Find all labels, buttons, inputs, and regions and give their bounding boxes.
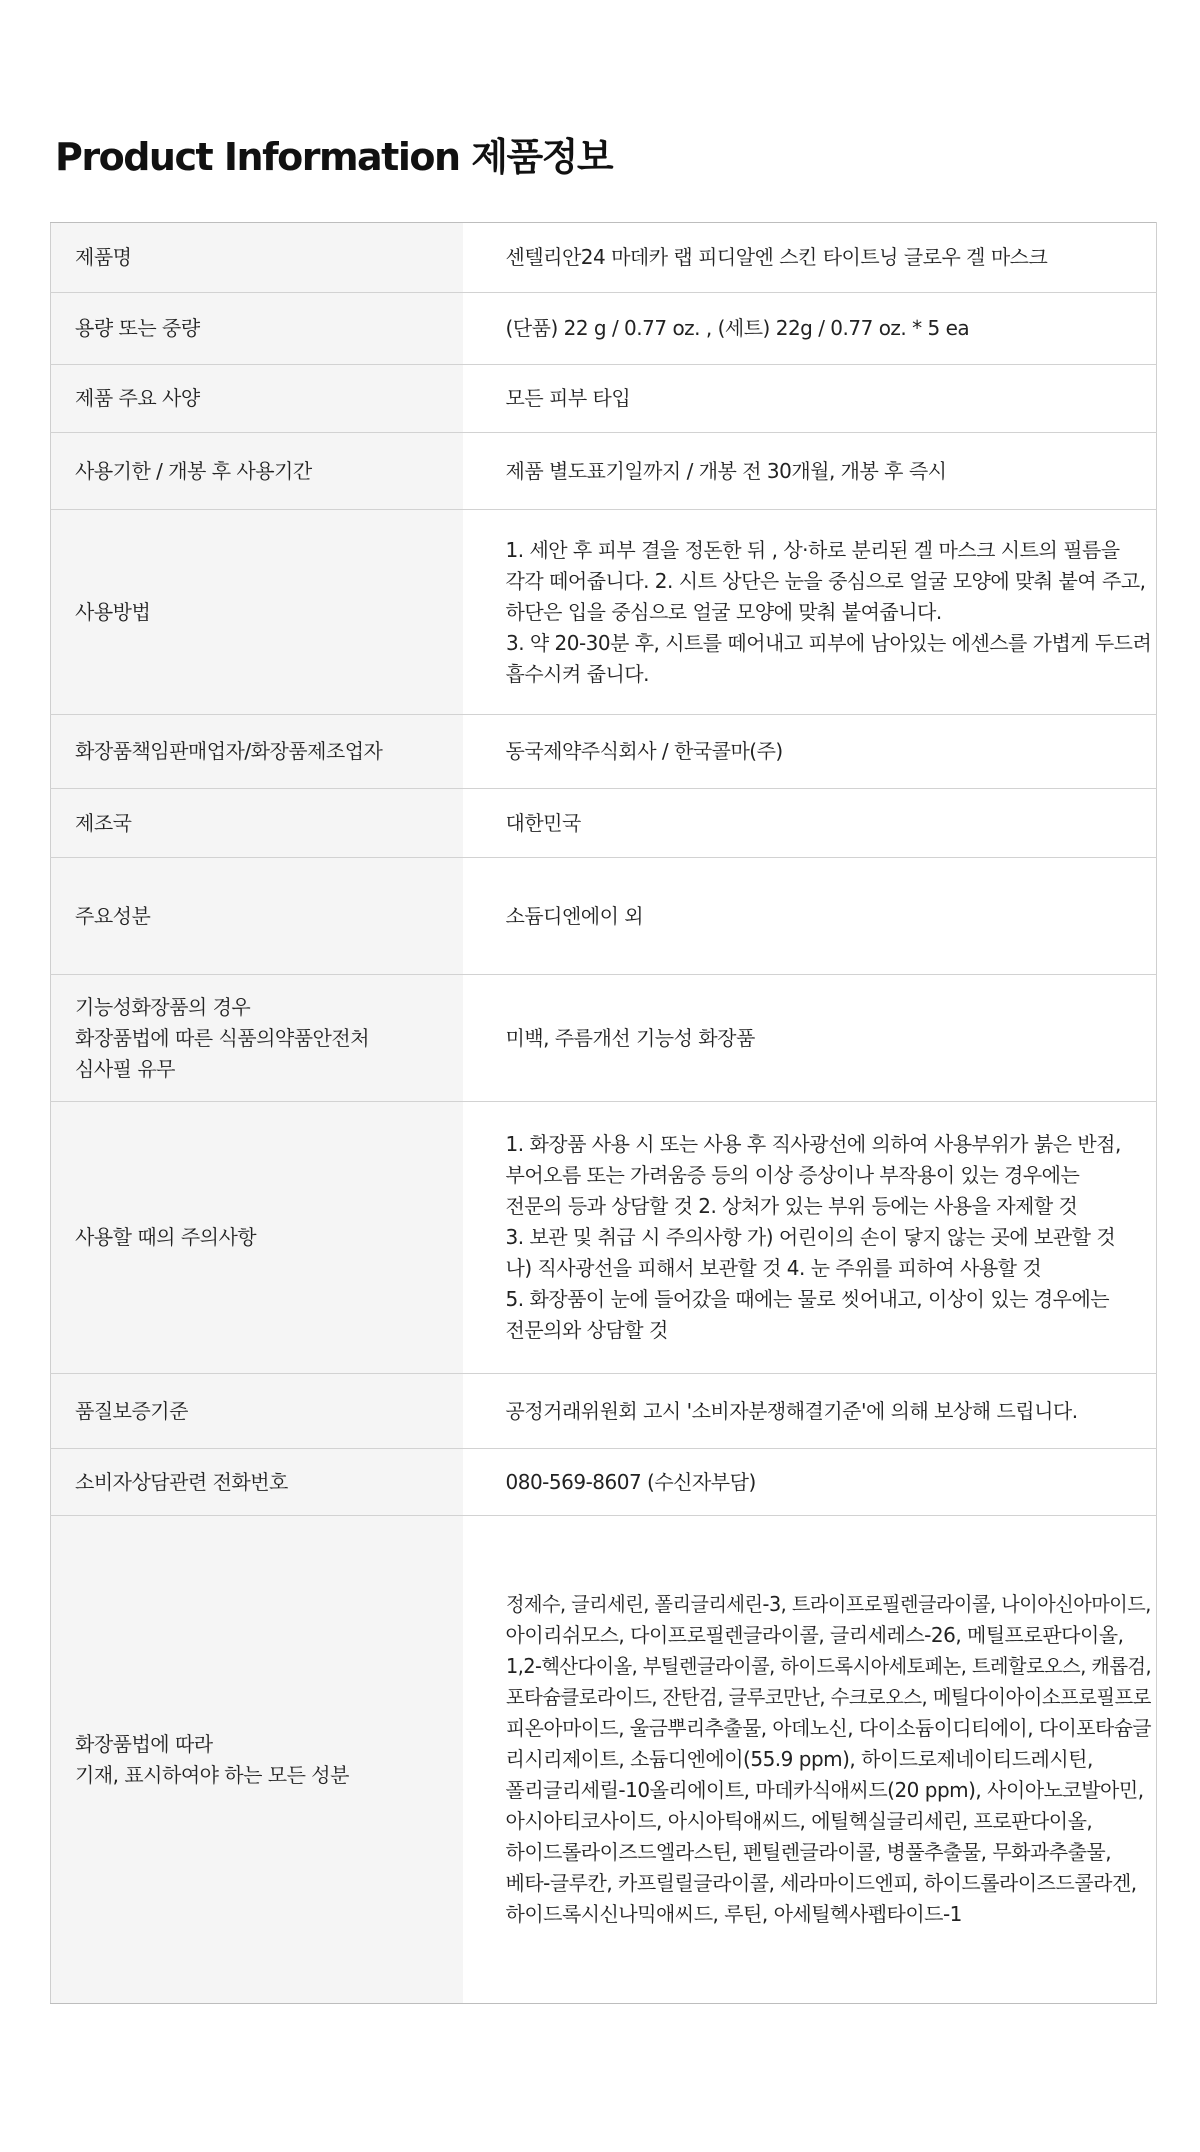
row-value	[463, 715, 1157, 789]
table-row	[51, 858, 1157, 975]
row-value	[463, 510, 1157, 715]
row-label	[51, 789, 463, 858]
value-text: 공정거래위원회 고시 '소비자분쟁해결기준'에 의해 보상해 드립니다.	[505, 1398, 1078, 1423]
value-line: 3. 보관 및 취급 시 주의사항 가) 어린이의 손이 닿지 않는 곳에 보관할 것	[505, 1225, 1116, 1249]
table-row	[51, 223, 1157, 293]
row-label	[51, 433, 463, 510]
value-text: 080-569-8607 (수신자부담)	[505, 1469, 756, 1494]
row-value	[463, 975, 1157, 1102]
table-row	[51, 975, 1157, 1102]
value-line: 흡수시켜 줍니다.	[505, 661, 649, 686]
value-line: 리시리제이트, 소듐디엔에이(55.9 ppm), 하이드로제네이티드레시틴,	[505, 1747, 1093, 1771]
value-text: 센텔리안24 마데카 랩 피디알엔 스킨 타이트닝 글로우 겔 마스크	[505, 245, 1048, 269]
label-text: 소비자상담관련 전화번호	[75, 1469, 288, 1494]
row-label	[51, 1516, 463, 2004]
value-line: 각각 떼어줍니다. 2. 시트 상단은 눈을 중심으로 얼굴 모양에 맞춰 붙여 주고,	[505, 568, 1146, 593]
row-value	[463, 433, 1157, 510]
row-label	[51, 223, 463, 293]
table-row	[51, 789, 1157, 858]
row-label	[51, 1374, 463, 1449]
table-row	[51, 1449, 1157, 1516]
value-line: 아시아티코사이드, 아시아틱애씨드, 에틸헥실글리세린, 프로판다이올,	[505, 1809, 1093, 1833]
row-value	[463, 1516, 1157, 2004]
value-line: 하단은 입을 중심으로 얼굴 모양에 맞춰 붙여줍니다.	[505, 599, 942, 624]
table-row	[51, 1516, 1157, 2004]
label-text: 주요성분	[75, 903, 151, 928]
row-label	[51, 858, 463, 975]
table-row	[51, 365, 1157, 433]
row-label	[51, 715, 463, 789]
label-text: 제품명	[75, 245, 132, 269]
value-line: 1. 세안 후 피부 결을 정돈한 뒤 , 상·하로 분리된 겔 마스크 시트의 필름을	[505, 537, 1120, 562]
label-text: 사용기한 / 개봉 후 사용기간	[75, 458, 312, 483]
label-line: 기능성화장품의 경우	[75, 994, 251, 1019]
value-line: 전문의와 상담할 것	[505, 1318, 668, 1342]
value-text: 대한민국	[505, 810, 581, 835]
row-label	[51, 975, 463, 1102]
row-value	[463, 858, 1157, 975]
row-label	[51, 510, 463, 715]
row-value	[463, 1374, 1157, 1449]
value-line: 포타슘클로라이드, 잔탄검, 글루코만난, 수크로오스, 메틸다이아이소프로필프로	[505, 1685, 1151, 1709]
table-row	[51, 433, 1157, 510]
value-line: 1,2-헥산다이올, 부틸렌글라이콜, 하이드록시아세토페논, 트레할로오스, 캐롭검,	[505, 1654, 1151, 1678]
row-value	[463, 789, 1157, 858]
value-text: 모든 피부 타입	[505, 386, 631, 410]
value-line: 하이드록시신나믹애씨드, 루틴, 아세틸헥사펩타이드-1	[505, 1902, 962, 1926]
row-value	[463, 1449, 1157, 1516]
value-text: 미백, 주름개선 기능성 화장품	[505, 1025, 755, 1050]
value-line: 3. 약 20-30분 후, 시트를 떼어내고 피부에 남아있는 에센스를 가볍게 두드려	[505, 630, 1151, 655]
label-text: 사용할 때의 주의사항	[75, 1225, 257, 1249]
value-text: 소듐디엔에이 외	[505, 903, 644, 928]
value-line: 베타-글루칸, 카프릴릴글라이콜, 세라마이드엔피, 하이드롤라이즈드콜라겐,	[505, 1871, 1137, 1895]
row-value	[463, 1102, 1157, 1374]
row-label	[51, 1449, 463, 1516]
value-line: 전문의 등과 상담할 것 2. 상처가 있는 부위 등에는 사용을 자제할 것	[505, 1194, 1078, 1218]
value-line: 아이리쉬모스, 다이프로필렌글라이콜, 글리세레스-26, 메틸프로판다이올,	[505, 1623, 1124, 1647]
table-row	[51, 1374, 1157, 1449]
row-value	[463, 365, 1157, 433]
label-text: 사용방법	[75, 599, 151, 624]
product-info-table	[50, 222, 1157, 2004]
row-label	[51, 1102, 463, 1374]
table-row	[51, 715, 1157, 789]
value-text: 제품 별도표기일까지 / 개봉 전 30개월, 개봉 후 즉시	[505, 458, 947, 483]
label-text: 품질보증기준	[75, 1398, 188, 1423]
label-text: 용량 또는 중량	[75, 316, 200, 340]
value-line: 정제수, 글리세린, 폴리글리세린-3, 트라이프로필렌글라이콜, 나이아신아마이드,	[505, 1592, 1151, 1616]
label-line: 기재, 표시하여야 하는 모든 성분	[75, 1762, 349, 1787]
value-line: 피온아마이드, 울금뿌리추출물, 아데노신, 다이소듐이디티에이, 다이포타슘글	[505, 1716, 1151, 1740]
value-text: 동국제약주식회사 / 한국콜마(주)	[505, 739, 783, 763]
table-row	[51, 293, 1157, 365]
value-text: (단품) 22 g / 0.77 oz. , (세트) 22g / 0.77 oz. * 5 ea	[505, 316, 970, 340]
row-value	[463, 223, 1157, 293]
value-line: 하이드롤라이즈드엘라스틴, 펜틸렌글라이콜, 병풀추출물, 무화과추출물,	[505, 1840, 1112, 1864]
page-title: Product Information 제품정보	[55, 135, 613, 179]
label-line: 심사필 유무	[75, 1056, 175, 1081]
label-text: 화장품책임판매업자/화장품제조업자	[75, 739, 383, 763]
value-line: 나) 직사광선을 피해서 보관할 것 4. 눈 주위를 피하여 사용할 것	[505, 1256, 1042, 1280]
label-line: 화장품법에 따른 식품의약품안전처	[75, 1025, 370, 1050]
row-label	[51, 293, 463, 365]
label-text: 제조국	[75, 810, 132, 835]
label-text: 제품 주요 사양	[75, 386, 200, 410]
value-line: 부어오름 또는 가려움증 등의 이상 증상이나 부작용이 있는 경우에는	[505, 1163, 1080, 1187]
table-row	[51, 1102, 1157, 1374]
value-line: 폴리글리세릴-10올리에이트, 마데카식애씨드(20 ppm), 사이아노코발아민,	[505, 1778, 1144, 1802]
table-row	[51, 510, 1157, 715]
value-line: 5. 화장품이 눈에 들어갔을 때에는 물로 씻어내고, 이상이 있는 경우에는	[505, 1287, 1110, 1311]
row-value	[463, 293, 1157, 365]
label-line: 화장품법에 따라	[75, 1731, 213, 1756]
value-line: 1. 화장품 사용 시 또는 사용 후 직사광선에 의하여 사용부위가 붉은 반점,	[505, 1132, 1121, 1156]
row-label	[51, 365, 463, 433]
